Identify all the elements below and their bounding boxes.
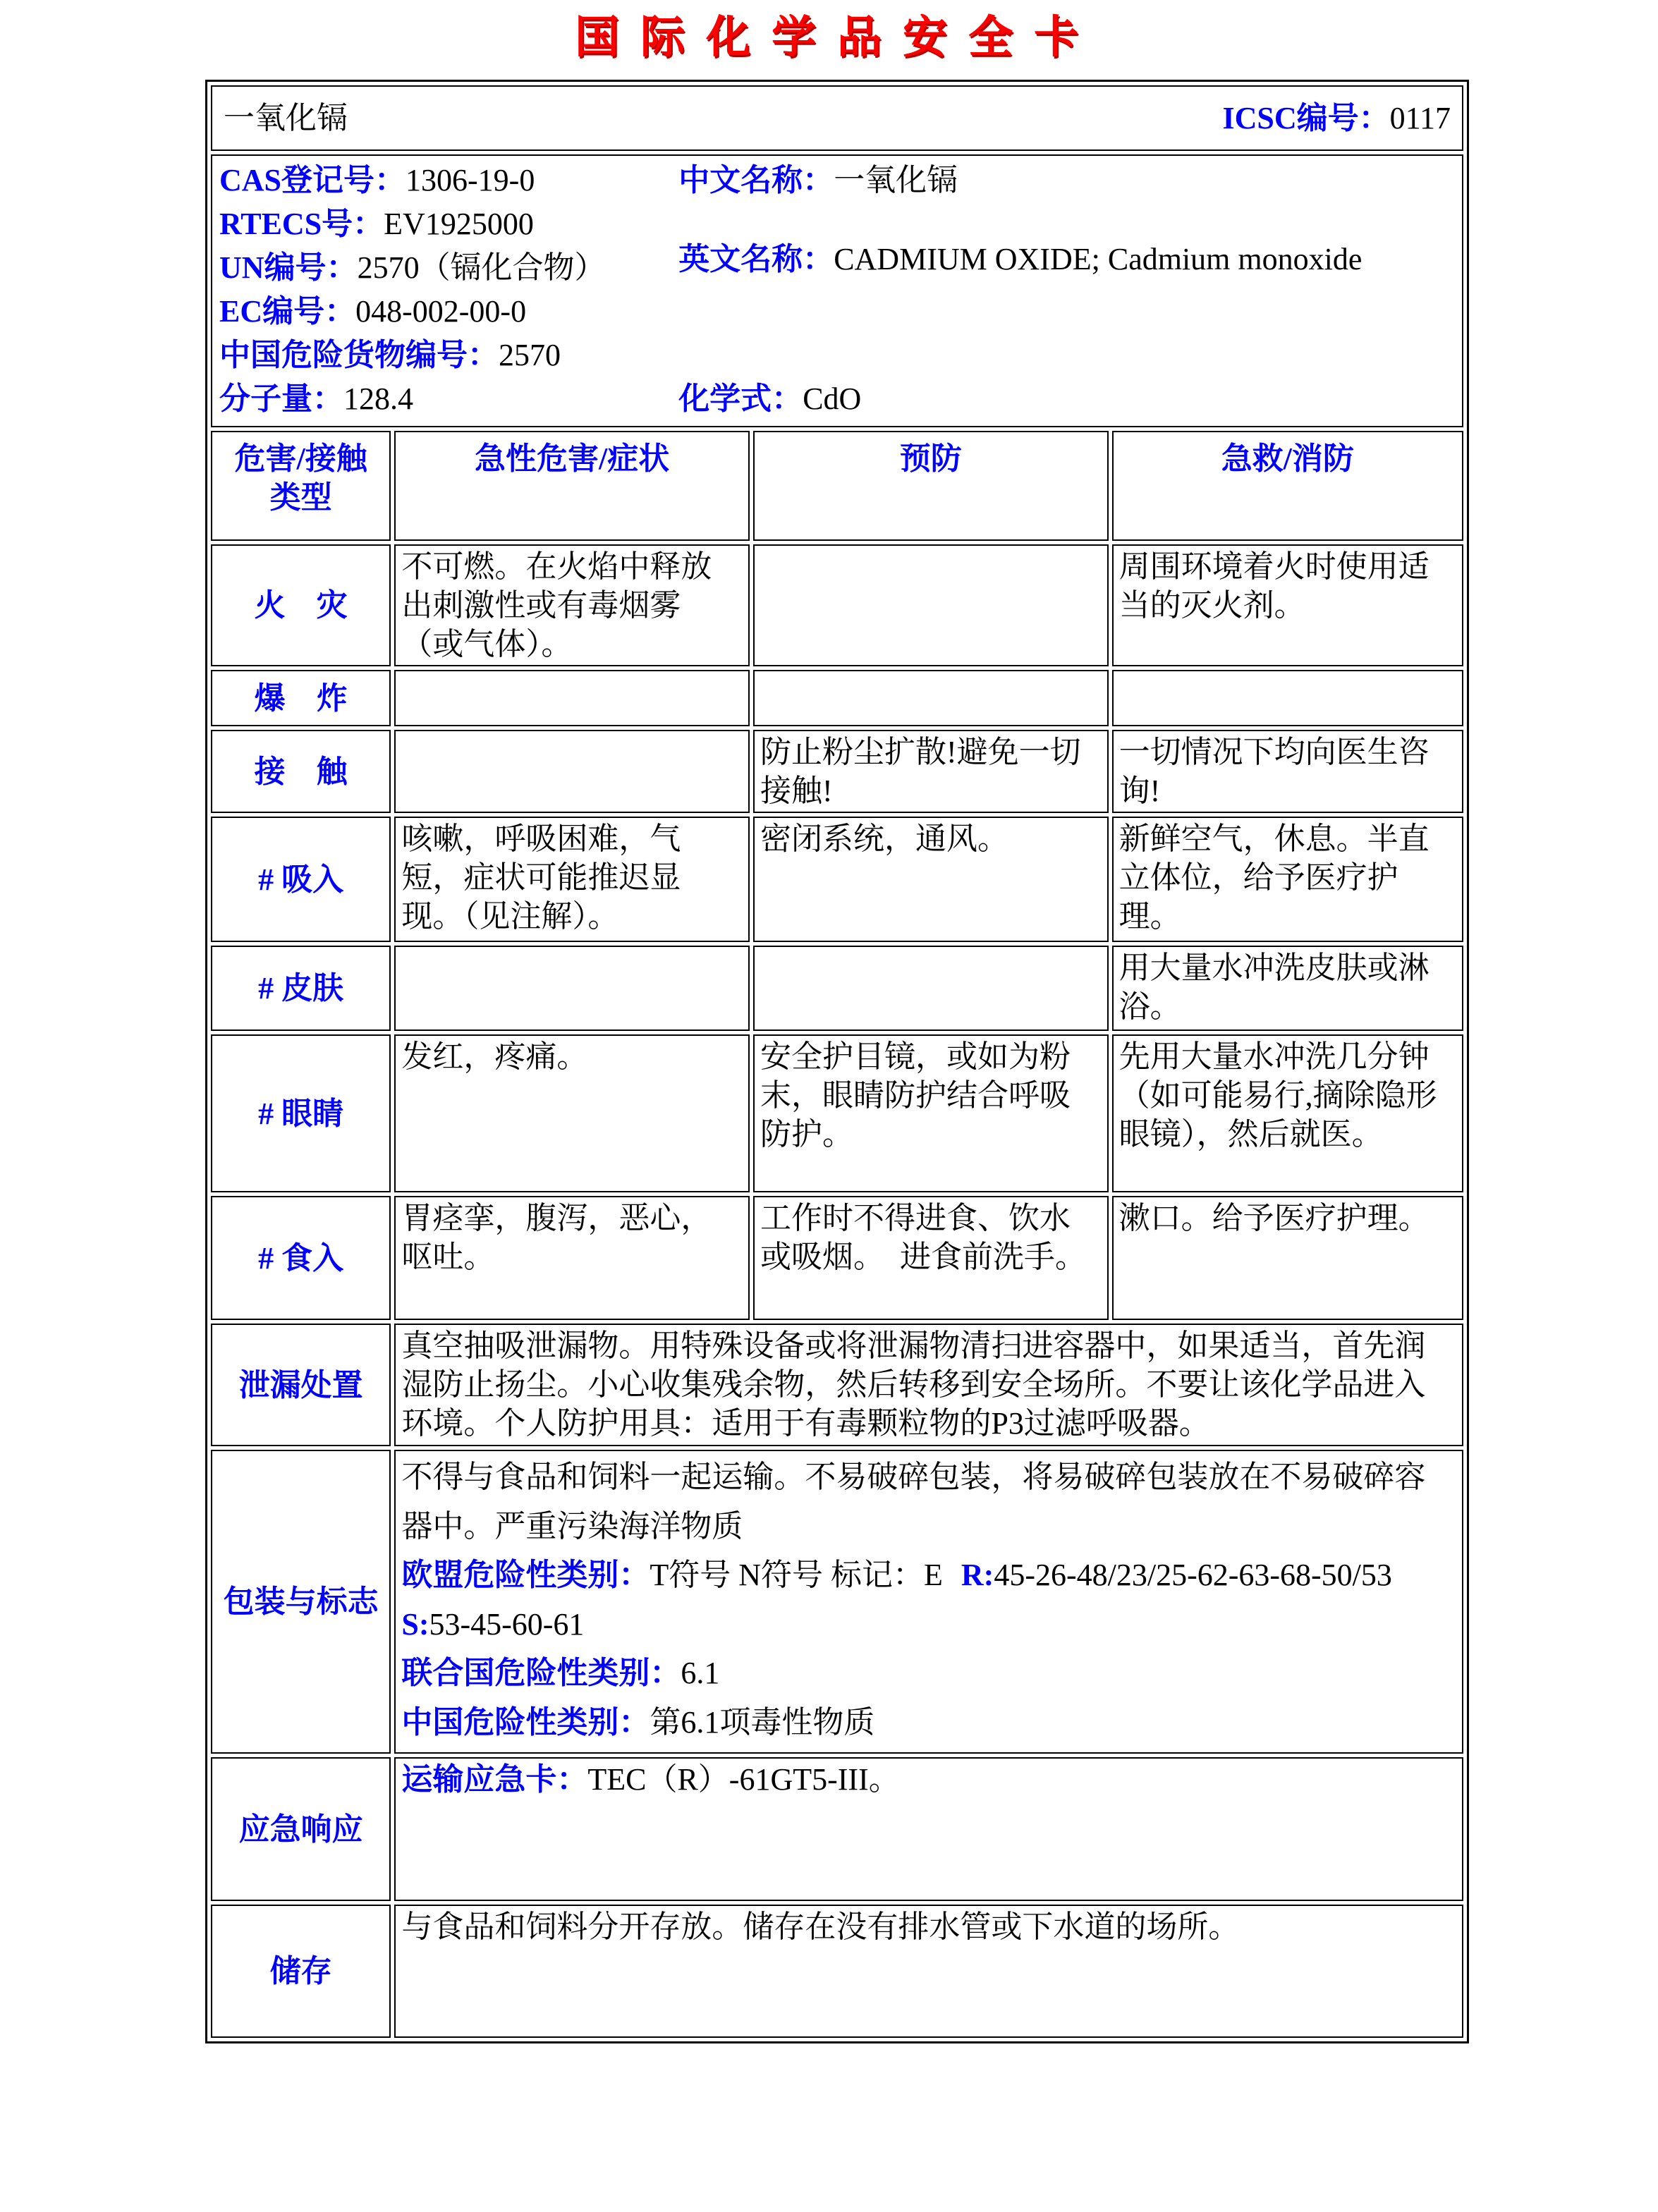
inhalation-first-aid-cell: 新鲜空气，休息。半直立体位，给予医疗护理。 <box>1112 817 1463 942</box>
eu-hazard-class-value: T符号 N符号 标记：E <box>650 1558 943 1593</box>
eyes-label: # 眼睛 <box>211 1034 391 1192</box>
english-name-label: 英文名称： <box>678 242 834 276</box>
hazard-row-explosion <box>211 670 1463 726</box>
chinese-name-line <box>678 159 1461 202</box>
exposure-symptoms-cell <box>394 730 750 813</box>
r-phrases-label: R: <box>961 1558 994 1593</box>
hazard-row-ingestion <box>211 1196 1463 1320</box>
storage-label: 储存 <box>211 1905 391 2038</box>
hazard-row-exposure <box>211 730 1463 813</box>
hazard-row-fire <box>211 544 1463 666</box>
packaging-transport-text: 不得与食品和饲料一起运输。不易破碎包装，将易破碎包装放在不易破碎容器中。严重污染海洋物质 <box>401 1460 1426 1544</box>
cas-number-value: 1306-19-0 <box>406 163 535 197</box>
icsc-number <box>1222 99 1451 138</box>
chemical-name: 一氧化镉 <box>224 101 348 135</box>
china-dg-number-line <box>219 334 678 377</box>
header-symptoms: 急性危害/症状 <box>394 431 750 541</box>
fire-prevention-cell <box>753 544 1109 666</box>
packaging-row <box>211 1450 1463 1754</box>
header-hazard-type-line1: 危害/接触 <box>234 441 367 476</box>
icsc-number-label: ICSC编号： <box>1222 101 1390 135</box>
hazard-row-eyes <box>211 1034 1463 1192</box>
cn-hazard-class-line <box>401 1698 1456 1747</box>
skin-label: # 皮肤 <box>211 946 391 1031</box>
fire-first-aid-cell: 周围环境着火时使用适当的灭火剂。 <box>1112 544 1463 666</box>
safety-card-page <box>205 1 1469 2043</box>
chinese-name-label: 中文名称： <box>678 163 834 197</box>
eyes-first-aid-cell: 先用大量水冲洗几分钟（如可能易行,摘除隐形眼镜），然后就医。 <box>1112 1034 1463 1192</box>
packaging-content-cell <box>394 1450 1463 1754</box>
rtecs-number-line <box>219 202 678 246</box>
inhalation-prevention-cell: 密闭系统，通风。 <box>753 817 1109 942</box>
molecular-weight-label: 分子量： <box>219 381 343 416</box>
rtecs-number-label: RTECS号： <box>219 207 384 241</box>
ingestion-symptoms-cell: 胃痉挛，腹泻，恶心，呕吐。 <box>394 1196 750 1320</box>
transport-emergency-card-value: TEC（R）-61GT5-III。 <box>587 1762 900 1797</box>
un-number-label: UN编号： <box>219 250 358 285</box>
emergency-content-cell <box>394 1757 1463 1901</box>
exposure-first-aid-cell: 一切情况下均向医生咨询! <box>1112 730 1463 813</box>
ec-number-value: 048-002-00-0 <box>355 294 527 329</box>
un-number-value: 2570（镉化合物） <box>357 250 606 285</box>
emergency-label: 应急响应 <box>211 1757 391 1901</box>
skin-prevention-cell <box>753 946 1109 1031</box>
spillage-label: 泄漏处置 <box>211 1324 391 1446</box>
hazard-row-skin <box>211 946 1463 1031</box>
chemical-formula-value: CdO <box>803 381 862 416</box>
hazard-header-row <box>211 431 1463 541</box>
spillage-text-cell: 真空抽吸泄漏物。用特殊设备或将泄漏物清扫进容器中，如果适当，首先润湿防止扬尘。小心收集残余物，然后转移到安全场所。不要让该化学品进入环境。个人防护用具：适用于有毒颗粒物的P3过滤呼吸器。 <box>394 1324 1463 1446</box>
packaging-label: 包装与标志 <box>211 1450 391 1754</box>
s-phrases-label: S: <box>401 1606 429 1642</box>
storage-row <box>211 1905 1463 2038</box>
identification-right-column <box>678 159 1461 421</box>
un-number-line <box>219 246 678 290</box>
r-phrases-value: 45-26-48/23/25-62-63-68-50/53 <box>994 1558 1392 1593</box>
skin-symptoms-cell <box>394 946 750 1031</box>
spillage-row <box>211 1324 1463 1446</box>
eu-hazard-class-line <box>401 1551 1456 1649</box>
header-hazard-type-line2: 类型 <box>269 480 332 515</box>
exposure-prevention-cell: 防止粉尘扩散!避免一切接触! <box>753 730 1109 813</box>
china-dg-number-value: 2570 <box>499 338 561 372</box>
exposure-label: 接 触 <box>211 730 391 813</box>
emergency-row <box>211 1757 1463 1901</box>
molecular-weight-value: 128.4 <box>343 381 413 416</box>
inhalation-label: # 吸入 <box>211 817 391 942</box>
explosion-label: 爆 炸 <box>211 670 391 726</box>
header-hazard-type <box>211 431 391 541</box>
explosion-symptoms-cell <box>394 670 750 726</box>
eyes-prevention-cell: 安全护目镜，或如为粉末，眼睛防护结合呼吸防护。 <box>753 1034 1109 1192</box>
s-phrases-value: 53-45-60-61 <box>429 1606 585 1642</box>
china-dg-number-label: 中国危险货物编号： <box>219 338 499 372</box>
inhalation-symptoms-cell: 咳嗽，呼吸困难，气短，症状可能推迟显现。（见注解）。 <box>394 817 750 942</box>
cas-number-line <box>219 159 678 202</box>
ingestion-prevention-cell: 工作时不得进食、饮水或吸烟。 进食前洗手。 <box>753 1196 1109 1320</box>
transport-emergency-card-label: 运输应急卡： <box>401 1762 588 1797</box>
explosion-first-aid-cell <box>1112 670 1463 726</box>
fire-symptoms-cell: 不可燃。在火焰中释放出刺激性或有毒烟雾（或气体）。 <box>394 544 750 666</box>
identification-cell <box>211 154 1463 427</box>
ec-number-line <box>219 290 678 334</box>
name-row <box>211 85 1463 151</box>
icsc-number-value: 0117 <box>1389 101 1451 135</box>
explosion-prevention-cell <box>753 670 1109 726</box>
molecular-weight-line <box>219 377 678 421</box>
chemical-formula-label: 化学式： <box>678 381 803 416</box>
hazard-row-inhalation <box>211 817 1463 942</box>
rtecs-number-value: EV1925000 <box>384 207 534 241</box>
un-hazard-class-label: 联合国危险性类别： <box>401 1656 681 1691</box>
un-hazard-class-line <box>401 1649 1456 1698</box>
page-title: 国际化学品安全卡 <box>575 13 1099 62</box>
chemical-formula-line <box>678 377 1461 421</box>
cas-number-label: CAS登记号： <box>219 163 406 197</box>
cn-hazard-class-value: 第6.1项毒性物质 <box>650 1704 875 1740</box>
un-hazard-class-value: 6.1 <box>681 1656 720 1691</box>
eyes-symptoms-cell: 发红，疼痛。 <box>394 1034 750 1192</box>
header-first-aid: 急救/消防 <box>1112 431 1463 541</box>
storage-text-cell: 与食品和饲料分开存放。储存在没有排水管或下水道的场所。 <box>394 1905 1463 2038</box>
name-row-cell <box>211 85 1463 151</box>
ingestion-first-aid-cell: 漱口。给予医疗护理。 <box>1112 1196 1463 1320</box>
skin-first-aid-cell: 用大量水冲洗皮肤或淋浴。 <box>1112 946 1463 1031</box>
chinese-name-value: 一氧化镉 <box>834 163 958 197</box>
safety-card-table <box>205 80 1469 2043</box>
fire-label: 火 灾 <box>211 544 391 666</box>
header-prevention: 预防 <box>753 431 1109 541</box>
cn-hazard-class-label: 中国危险性类别： <box>401 1704 650 1740</box>
english-name-value: CADMIUM OXIDE; Cadmium monoxide <box>834 242 1363 276</box>
identification-row <box>211 154 1463 427</box>
ingestion-label: # 食入 <box>211 1196 391 1320</box>
english-name-line <box>678 238 1461 281</box>
identification-left-column <box>219 159 678 421</box>
transport-emergency-card-line <box>401 1760 1456 1799</box>
eu-hazard-class-label: 欧盟危险性类别： <box>401 1558 650 1593</box>
ec-number-label: EC编号： <box>219 294 356 329</box>
